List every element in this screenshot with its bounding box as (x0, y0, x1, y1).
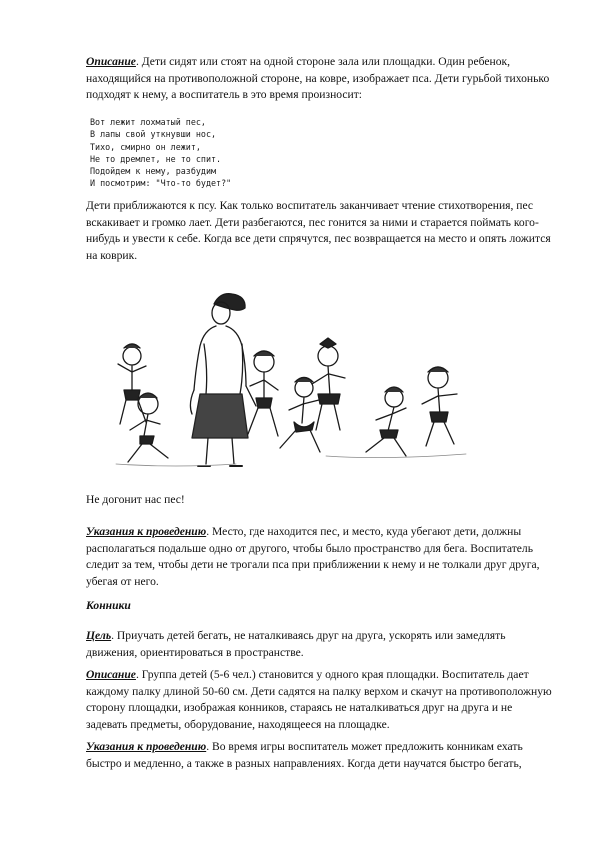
poem-block (90, 116, 231, 190)
riders-description-lead: Описание (86, 668, 136, 681)
game-flow-paragraph: Дети приближаются к псу. Как только воспитатель заканчивает чтение стихотворения, пес вскакивает и громко лает. Дети разбегаются, пес гонится за ними и старается поймать кого-нибудь и увести к себе. Когда все дети спрячутся, пес возвращается на место и опять ложится на коврик. (86, 199, 551, 262)
poem-line: В лапы свой уткнувши нос, (90, 129, 217, 140)
poem-line: Тихо, смирно он лежит, (90, 141, 201, 152)
instructions-paragraph (86, 524, 556, 590)
riders-instructions-lead: Указания к проведению (86, 740, 207, 753)
illustration-caption: Не догонит нас пес! (86, 493, 185, 506)
poem-line: Вот лежит лохматый пес, (90, 117, 206, 127)
instructions-lead: Указания к проведению (86, 525, 207, 538)
riders-instructions-paragraph (86, 739, 556, 772)
teacher-figure (190, 294, 256, 466)
children-running-illustration (96, 286, 508, 472)
child-figure (422, 367, 457, 446)
poem-line: Не то дремлет, не то спит. (90, 153, 222, 164)
child-figure (280, 378, 320, 453)
riders-instructions-text: . Во время игры воспитатель может предложить конникам ехать быстро и медленно, а также в разных направлениях. Когда дети научатся быстро бегать, (86, 740, 523, 770)
goal-paragraph (86, 628, 556, 661)
goal-lead: Цель (86, 629, 112, 642)
child-figure (248, 351, 278, 436)
child-figure (128, 393, 168, 462)
instructions-text: . Место, где находится пес, и место, куда убегают дети, должны располагаться подальше одно от другого, чтобы было пространство для бега. Воспитатель следит за тем, чтобы дети не трогали пса при приближении к нему и не толкали друг друга, убегая от него. (86, 525, 540, 588)
child-figure (312, 338, 345, 430)
game-title-heading: Конники (86, 599, 131, 612)
description-text: . Дети сидят или стоят на одной стороне зала или площадки. Один ребенок, находящийся на противоположной стороне, на ковре, изображает пса. Дети гурьбой тихонько подходят к нему, а воспитатель в это время произносит: (86, 55, 550, 101)
riders-description-text: . Группа детей (5-6 чел.) становится у одного края площадки. Воспитатель дает каждому палку длиной 50-60 см. Дети садятся на палку верхом и скачут на противоположную сторону площадки, изображая конников, стараясь не наталкиваться друг на друга и не задевать предметы, оборудование, находящееся на площадке. (86, 668, 552, 731)
poem-line: И посмотрим: "Что-то будет?" (90, 178, 232, 189)
child-figure (366, 387, 406, 456)
game-description-paragraph (86, 54, 556, 104)
riders-description-paragraph (86, 667, 556, 733)
description-lead: Описание (86, 55, 136, 68)
goal-text: . Приучать детей бегать, не наталкиваясь друг на друга, ускорять или замедлять движения, ориентироваться в пространстве. (86, 629, 506, 659)
poem-line: Подойдем к нему, разбудим (90, 166, 217, 177)
